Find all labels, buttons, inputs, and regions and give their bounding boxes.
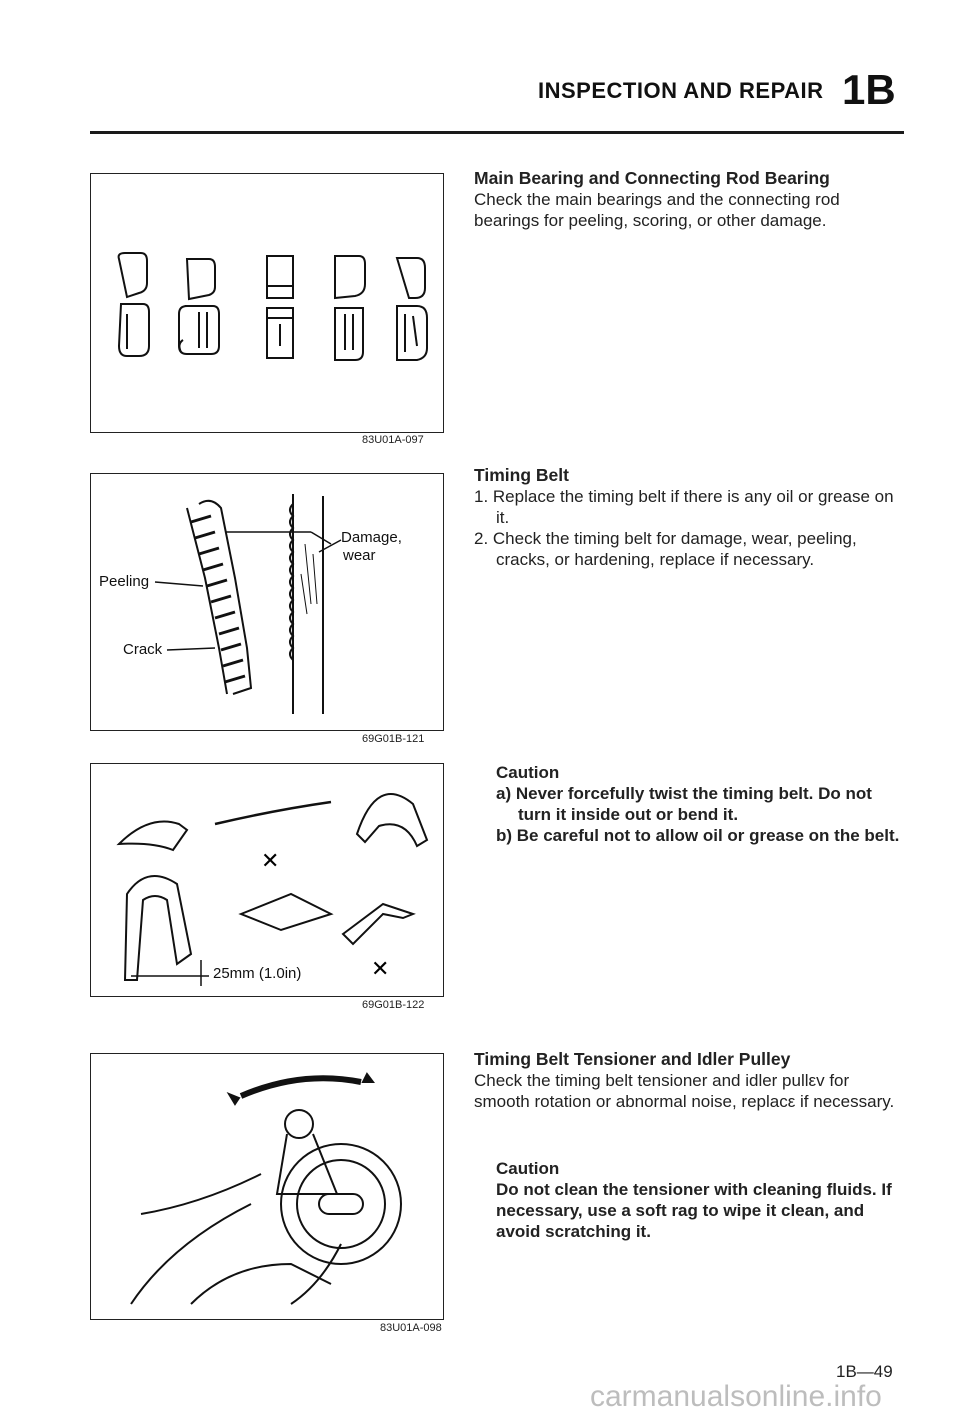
bearings-body: Check the main bearings and the connecting rod bearings for peeling, scoring, or other damage. [474, 190, 840, 230]
figure-code: 69G01B-121 [362, 733, 425, 745]
page-number: 1B—49 [836, 1362, 893, 1381]
header-rule [90, 131, 904, 134]
figure-belt-damage [90, 473, 444, 731]
timing-belt-item: 2. Check the timing belt for damage, wear, peeling, cracks, or hardening, replace if necessary. [474, 529, 857, 569]
figure-tensioner [90, 1053, 444, 1320]
size-label: 25mm (1.0in) [213, 965, 302, 982]
belt-handling-illustration [91, 764, 443, 996]
belt-caution-heading: Caution [496, 763, 560, 782]
page-header-title: INSPECTION AND REPAIR [538, 78, 824, 103]
tensioner-body: Check the timing belt tensioner and idler pullεv for smooth rotation or abnormal noise, replacε if necessary. [474, 1071, 895, 1111]
belt-caution-item: b) Be careful not to allow oil or grease on the belt. [496, 826, 900, 845]
cross-mark: ✕ [261, 848, 280, 873]
timing-belt-heading: Timing Belt [474, 465, 569, 485]
watermark: carmanualsonline.info [590, 1380, 882, 1413]
cross-mark: ✕ [371, 956, 390, 981]
belt-caution-section [496, 762, 904, 846]
belt-caution-item: a) Never forcefully twist the timing belt. Do not turn it inside out or bend it. [496, 784, 872, 824]
tensioner-caution-body: Do not clean the tensioner with cleaning fluids. If necessary, use a soft rag to wipe it clean, and avoid scratching it. [496, 1180, 892, 1241]
timing-belt-damage-illustration [91, 474, 443, 730]
bearings-heading: Main Bearing and Connecting Rod Bearing [474, 168, 830, 188]
wear-label: wear [343, 547, 376, 564]
figure-belt-handling [90, 763, 444, 997]
bearing-shells-illustration [91, 174, 443, 432]
figure-bearings [90, 173, 444, 433]
bearings-section [474, 168, 904, 231]
tensioner-section [474, 1049, 904, 1112]
figure-code: 83U01A-098 [380, 1322, 442, 1334]
damage-label: Damage, [341, 529, 402, 546]
tensioner-heading: Timing Belt Tensioner and Idler Pulley [474, 1049, 791, 1069]
tensioner-caution-heading: Caution [496, 1159, 560, 1178]
section-code: 1B [842, 66, 896, 113]
peeling-label: Peeling [99, 573, 150, 590]
timing-belt-item: 1. Replace the timing belt if there is any oil or grease on it. [474, 487, 894, 527]
tensioner-caution [496, 1158, 904, 1242]
figure-code: 83U01A-097 [362, 434, 424, 446]
crack-label: Crack [123, 641, 163, 658]
figure-code: 69G01B-122 [362, 999, 425, 1011]
timing-belt-section [474, 465, 904, 570]
tensioner-illustration [91, 1054, 443, 1319]
